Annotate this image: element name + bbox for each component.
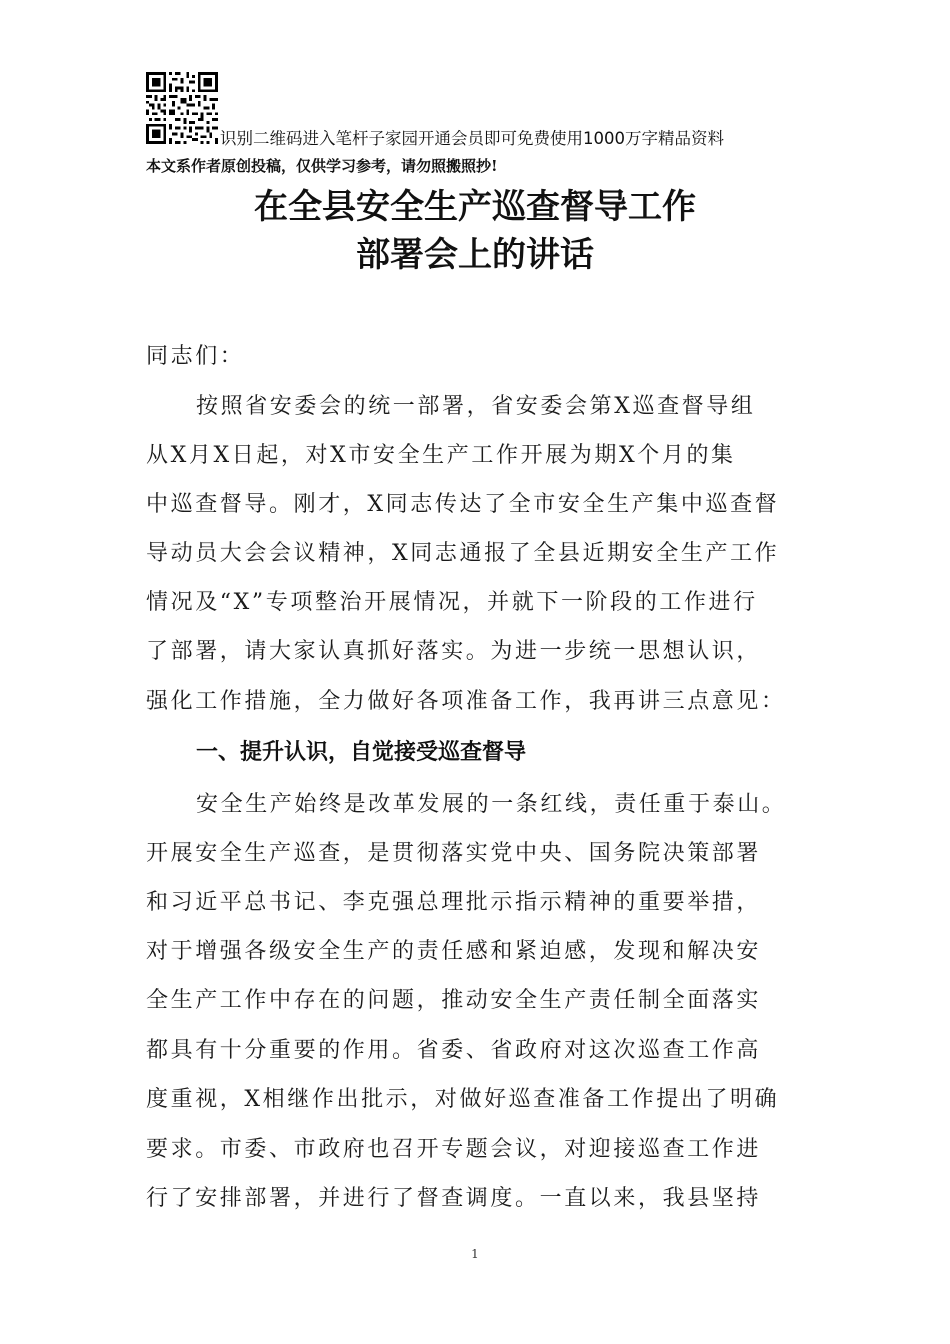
document-title-line1: 在全县安全生产巡查督导工作 [254,187,696,227]
paragraph-line: 强化工作措施，全力做好各项准备工作，我再讲三点意见： [146,689,786,714]
qr-code-icon [146,72,218,144]
paragraph-line: 开展安全生产巡查，是贯彻落实党中央、国务院决策部署 [146,841,762,866]
document-title-line2: 部署会上的讲话 [356,235,594,275]
paragraph-line: 全生产工作中存在的问题，推动安全生产责任制全面落实 [146,988,762,1013]
paragraph-line: 从X月X日起，对X市安全生产工作开展为期X个月的集 [146,443,736,468]
paragraph-line: 要求。市委、市政府也召开专题会议，对迎接巡查工作进 [146,1137,762,1162]
paragraph-line: 按照省安委会的统一部署，省安委会第X巡查督导组 [196,394,756,419]
disclaimer-text: 本文系作者原创投稿，仅供学习参考，请勿照搬照抄! [146,157,498,175]
paragraph-line: 度重视，X相继作出批示，对做好巡查准备工作提出了明确 [146,1087,780,1112]
paragraph-line: 中巡查督导。刚才，X同志传达了全市安全生产集中巡查督 [146,492,780,517]
paragraph-line: 对于增强各级安全生产的责任感和紧迫感，发现和解决安 [146,939,762,964]
promo-text: 识别二维码进入笔杆子家园开通会员即可免费使用1000万字精品资料 [220,129,724,148]
paragraph-line: 安全生产始终是改革发展的一条红线，责任重于泰山。 [196,792,787,817]
salutation: 同志们： [146,344,245,369]
page-number: 1 [471,1247,479,1261]
paragraph-line: 导动员大会会议精神，X同志通报了全县近期安全生产工作 [146,541,780,566]
paragraph-line: 行了安排部署，并进行了督查调度。一直以来，我县坚持 [146,1186,762,1211]
paragraph-line: 情况及“X”专项整治开展情况，并就下一阶段的工作进行 [146,590,758,615]
section-heading: 一、提升认识，自觉接受巡查督导 [196,740,527,765]
paragraph-line: 和习近平总书记、李克强总理批示指示精神的重要举措， [146,890,762,915]
paragraph-line: 了部署，请大家认真抓好落实。为进一步统一思想认识， [146,639,762,664]
paragraph-line: 都具有十分重要的作用。省委、省政府对这次巡查工作高 [146,1038,762,1063]
